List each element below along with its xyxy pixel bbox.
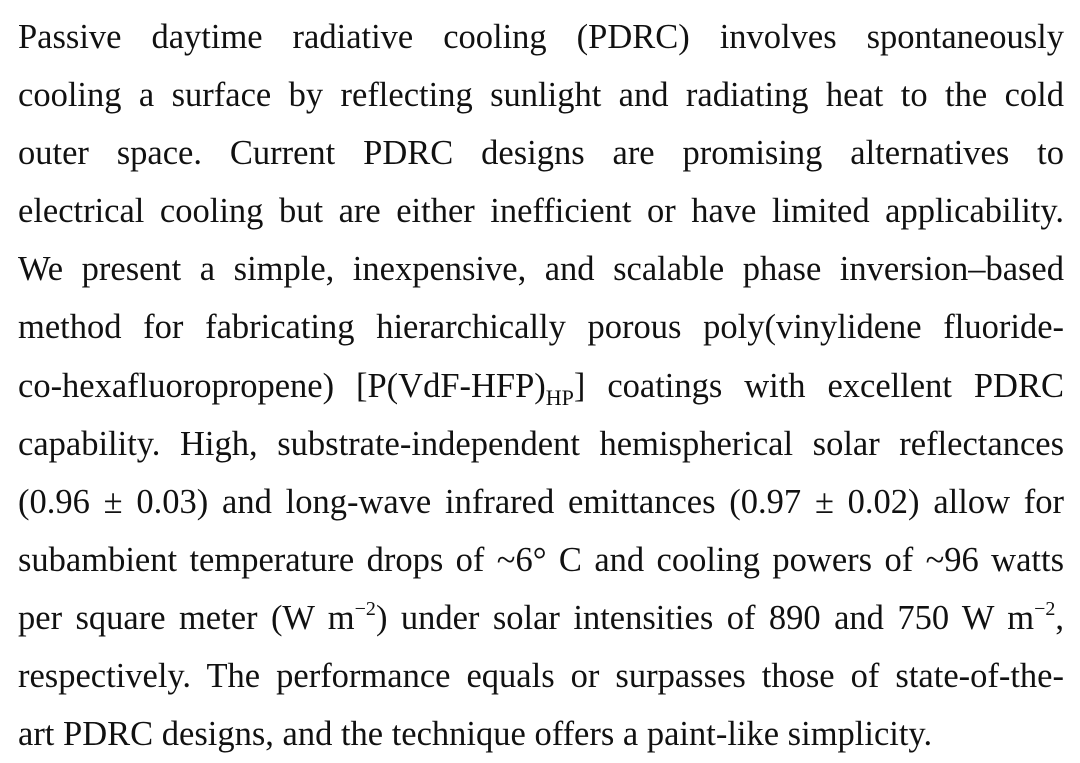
text-segment: ] coatings with excellent PDRC xyxy=(573,366,1064,405)
text-line-1: Passive daytime radiative cooling (PDRC) involves spontaneously xyxy=(18,18,1064,56)
text-segment: per square meter (W m xyxy=(18,598,355,637)
text-line-12: respectively. The performance equals or surpasses those of state-of-the- xyxy=(18,657,1064,696)
text-segment: , xyxy=(1055,598,1065,637)
subscript-hp: HP xyxy=(545,384,574,410)
text-line-4: electrical cooling but are either inefficient or have limited applicability. xyxy=(18,192,1064,231)
text-segment: ) under solar intensities of 890 and 750 W m xyxy=(375,598,1035,637)
superscript-unit: −2 xyxy=(354,597,376,620)
text-segment: co-hexafluoropropene) [P(VdF-HFP) xyxy=(18,366,546,405)
text-line-8: capability. High, substrate-independent hemispherical solar reflectances xyxy=(18,424,1064,463)
text-line-11 xyxy=(18,589,1064,647)
text-line-2: cooling a surface by reflecting sunlight and radiating heat to the cold xyxy=(18,76,1064,115)
text-line-7 xyxy=(18,357,1064,415)
text-line-13: art PDRC designs, and the technique offers a paint-like simplicity. xyxy=(18,715,933,754)
abstract-paragraph xyxy=(18,8,1064,763)
text-line-5: We present a simple, inexpensive, and scalable phase inversion–based xyxy=(18,250,1064,289)
superscript-unit: −2 xyxy=(1034,597,1056,620)
text-line-9: (0.96 ± 0.03) and long-wave infrared emittances (0.97 ± 0.02) allow for xyxy=(18,482,1064,521)
text-line-3: outer space. Current PDRC designs are promising alternatives to xyxy=(18,134,1064,173)
text-line-6: method for fabricating hierarchically porous poly(vinylidene fluoride- xyxy=(18,308,1064,347)
text-line-10: subambient temperature drops of ~6° C and cooling powers of ~96 watts xyxy=(18,540,1064,579)
